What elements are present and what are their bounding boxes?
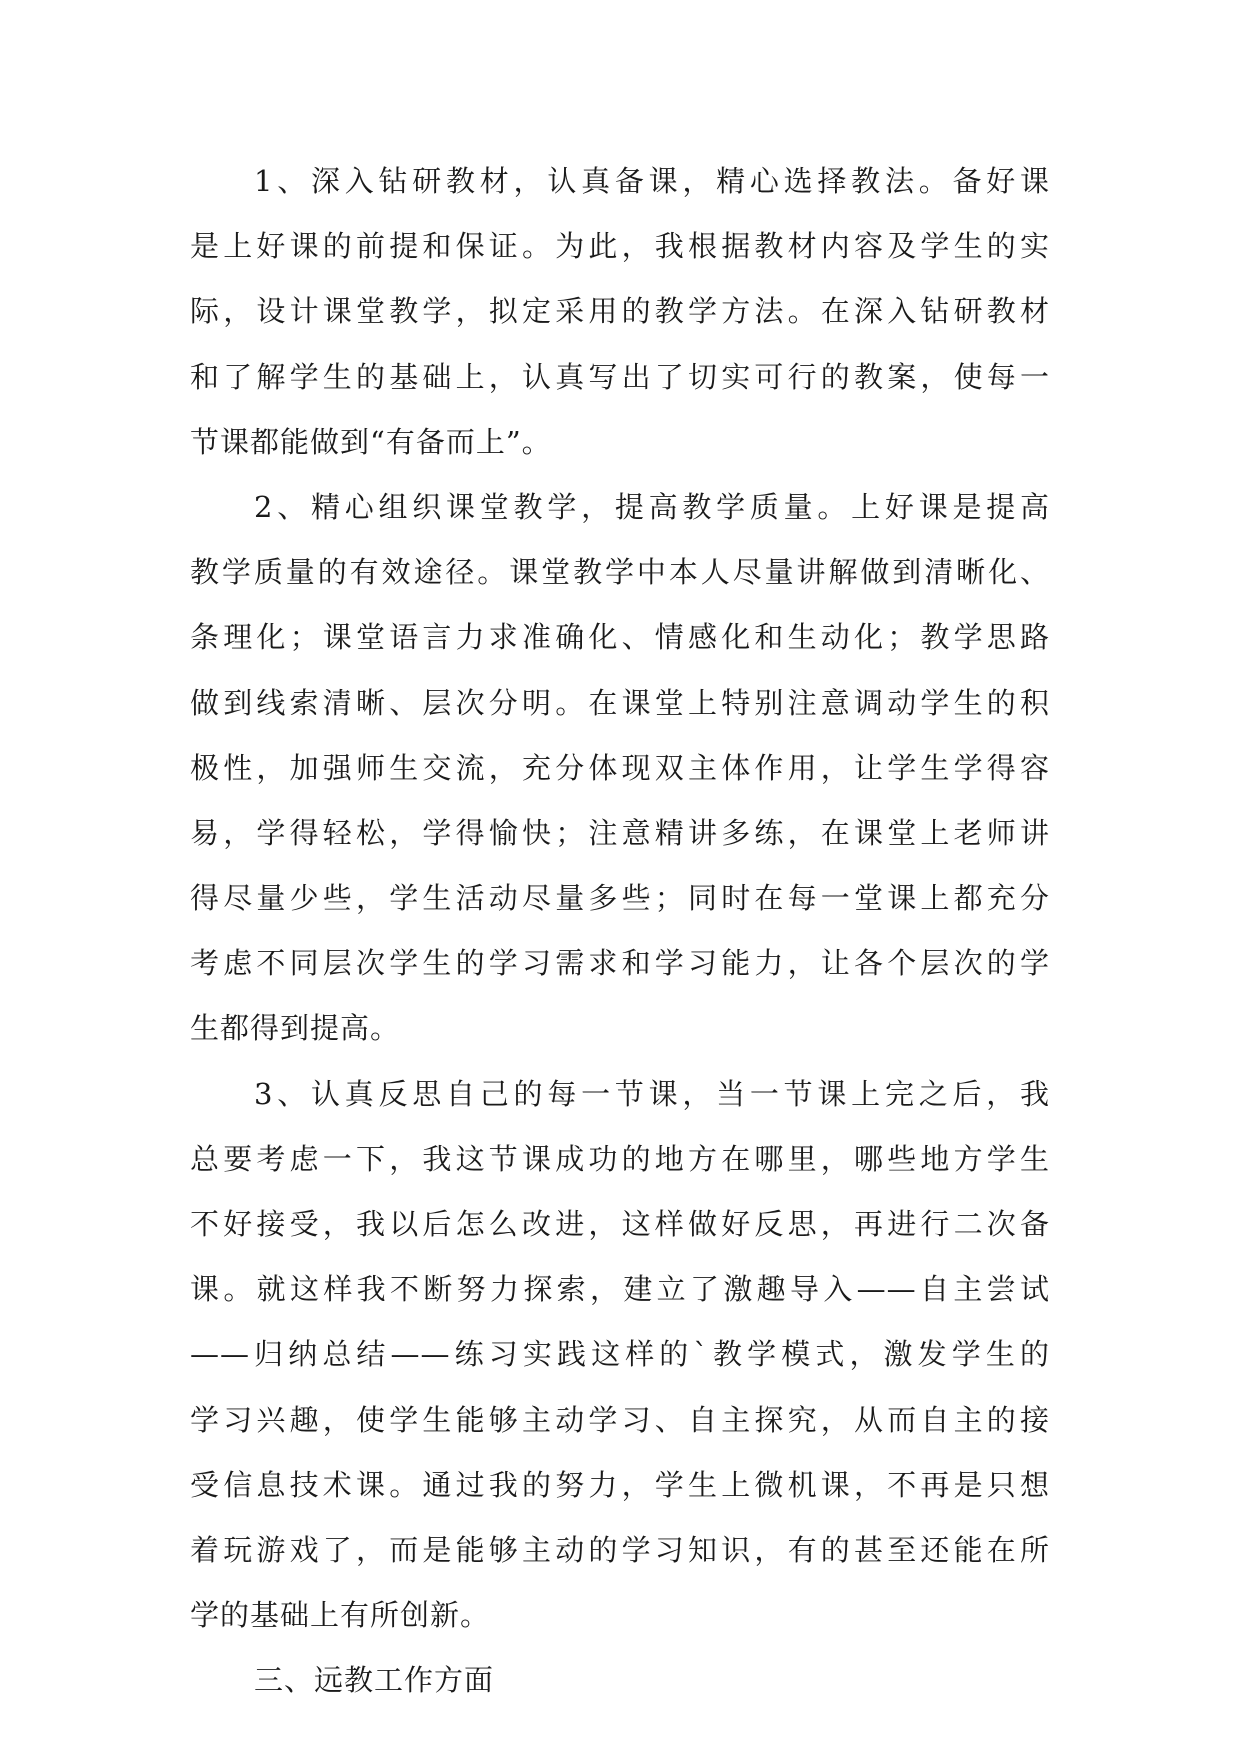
text-line: 着玩游戏了，而是能够主动的学习知识，有的甚至还能在所 (190, 1532, 1050, 1567)
text-line: 学习兴趣，使学生能够主动学习、自主探究，从而自主的接 (190, 1402, 1050, 1437)
text-line: 条理化；课堂语言力求准确化、情感化和生动化；教学思路 (190, 620, 1050, 655)
document-body (190, 160, 1050, 1725)
section-heading (190, 1659, 1050, 1724)
text-line: 和了解学生的基础上，认真写出了切实可行的教案，使每一 (190, 359, 1050, 394)
heading-line: 三、远教工作方面 (254, 1663, 495, 1698)
text-line: 得尽量少些，学生活动尽量多些；同时在每一堂课上都充分 (190, 881, 1050, 916)
text-line: 不好接受，我以后怎么改进，这样做好反思，再进行二次备 (190, 1207, 1050, 1241)
paragraph-2 (190, 486, 1050, 1073)
text-line: 2、精心组织课堂教学，提高教学质量。上好课是提高 (254, 489, 1050, 524)
paragraph-1 (190, 160, 1050, 486)
text-line: 考虑不同层次学生的学习需求和学习能力，让各个层次的学 (190, 946, 1050, 981)
text-line: 总要考虑一下，我这节课成功的地方在哪里，哪些地方学生 (190, 1141, 1050, 1176)
text-line: 际，设计课堂教学，拟定采用的教学方法。在深入钻研教材 (190, 294, 1050, 329)
text-line: 3、认真反思自己的每一节课，当一节课上完之后，我 (254, 1076, 1050, 1111)
text-line: 是上好课的前提和保证。为此，我根据教材内容及学生的实 (190, 229, 1050, 264)
text-line: 生都得到提高。 (190, 1011, 401, 1046)
text-line: 极性，加强师生交流，充分体现双主体作用，让学生学得容 (190, 750, 1050, 785)
text-line: 课。就这样我不断努力探索，建立了激趣导入——自主尝试 (190, 1272, 1050, 1307)
text-line: 学的基础上有所创新。 (190, 1598, 491, 1633)
text-line: 节课都能做到“有备而上”。 (190, 424, 552, 459)
text-line: 1、深入钻研教材，认真备课，精心选择教法。备好课 (254, 164, 1050, 198)
text-line: 易，学得轻松，学得愉快；注意精讲多练，在课堂上老师讲 (190, 815, 1050, 850)
text-line: ——归纳总结——练习实践这样的`教学模式，激发学生的 (190, 1337, 1050, 1372)
text-line: 受信息技术课。通过我的努力，学生上微机课，不再是只想 (190, 1467, 1050, 1502)
text-line: 做到线索清晰、层次分明。在课堂上特别注意调动学生的积 (190, 685, 1050, 720)
paragraph-3 (190, 1073, 1050, 1660)
text-line: 教学质量的有效途径。课堂教学中本人尽量讲解做到清晰化、 (190, 555, 1050, 590)
